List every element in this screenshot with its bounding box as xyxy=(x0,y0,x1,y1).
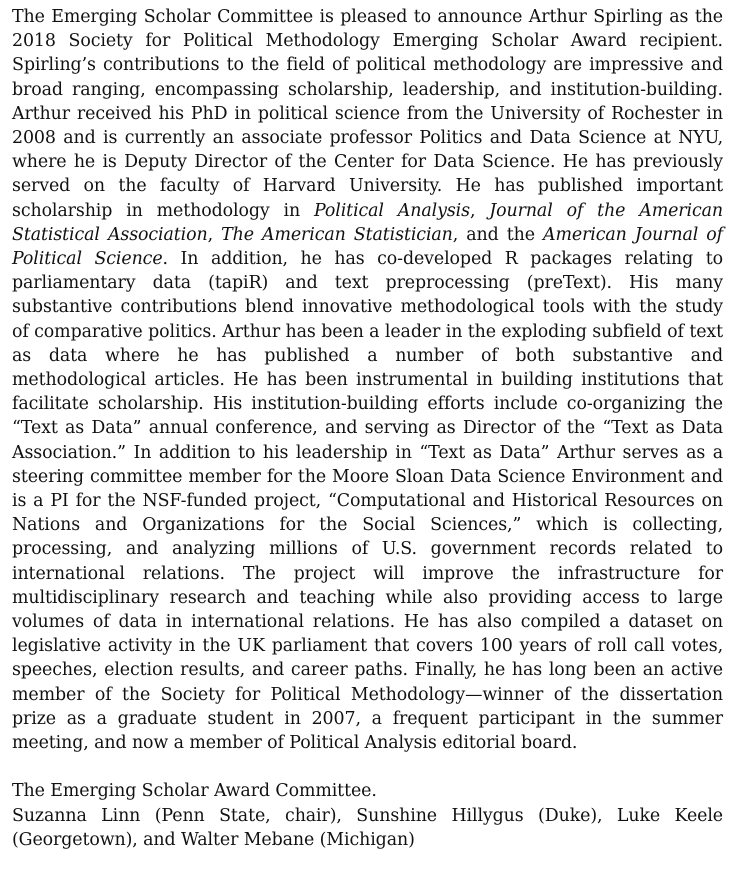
journal-jasa: Journal of the American Statistical Association xyxy=(12,200,723,245)
journal-political-analysis: Political Analysis xyxy=(313,200,470,221)
announcement-text: The Emerging Scholar Committee is pleased to announce Arthur Spirling as the 2018 Society for Political Methodology Emerging Scholar Award recipient. Spirling’s contributions to the field of political methodology are impressive and broad ranging, encompassing scholarship, leadership, and institution-building. Arthur received his PhD in political science from the University of Rochester in 2008 and is currently an associate professor Politics and Data Science at NYU, where he is Deputy Director of the Center for Data Science. He has previously served on the faculty of Harvard University. He has published important scholarship in methodology in xyxy=(12,7,723,221)
announcement-text: . In addition, he has co-developed R packages relating to parliamentary data (tapiR) and text preprocessing (preText). His many substantive contributions blend innovative methodological tools with the study of comparative politics. Arthur has been a leader in the exploding subfield of text as data where he has published a number of both substantive and methodological articles. He has been instrumental in building institutions that facilitate scholarship. His institution-building efforts include co-organizing the “Text as Data” annual conference, and serving as Director of the “Text as Data Association.” In addition to his leadership in “Text as Data” Arthur serves as a steering committee member for the Moore Sloan Data Science Environment and is a PI for the NSF-funded project, “Computational and Historical Resources on Nations and Organizations for the Social Sciences,” which is collecting, processing, and analyzing millions of U.S. government records related to international relations. The project will improve the infrastructure for multidisciplinary research and teaching while also providing access to large volumes of data in international relations. He has also compiled a dataset on legislative activity in the UK parliament that covers 100 years of roll call votes, speeches, election results, and career paths. Finally, he has long been an active member of the Society for Political Methodology—winner of the dissertation prize as a graduate student in 2007, a frequent participant in the summer meeting, and now a member of Political Analysis editorial board. xyxy=(12,249,723,754)
announcement-text: , and the xyxy=(452,224,544,245)
journal-ajps: American Journal of Political Science xyxy=(12,224,724,270)
committee-signoff xyxy=(12,779,723,852)
announcement-paragraph xyxy=(12,5,723,755)
announcement-text: , xyxy=(207,224,222,245)
committee-members: Suzanna Linn (Penn State, chair), Sunshine Hillygus (Duke), Luke Keele (Georgetown), and Walter Mebane (Michigan) xyxy=(12,805,723,850)
committee-name: The Emerging Scholar Award Committee. xyxy=(12,781,377,802)
announcement-text: , xyxy=(469,200,490,221)
journal-american-statistician: The American Statistician xyxy=(221,224,453,245)
